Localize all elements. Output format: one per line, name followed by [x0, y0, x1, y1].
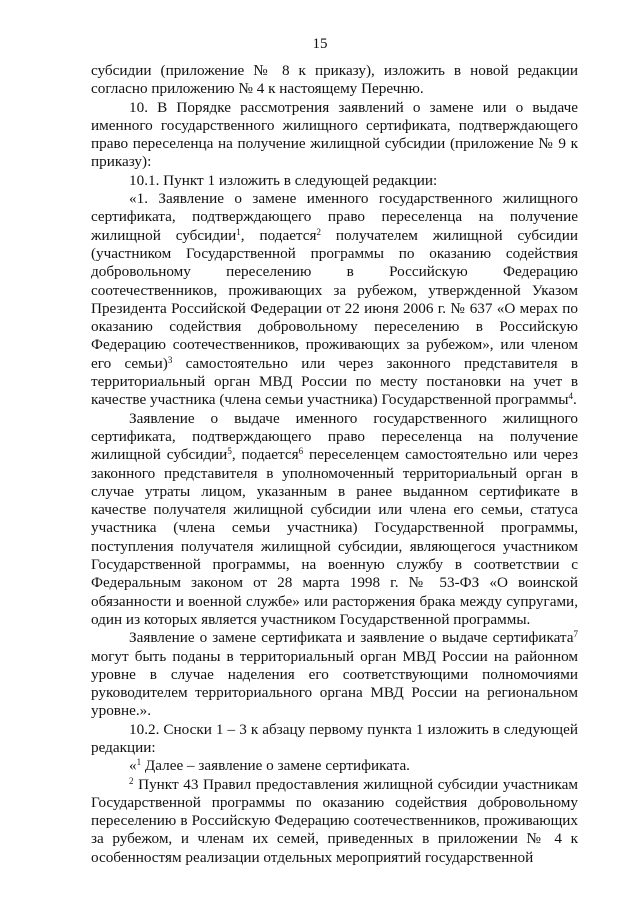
paragraph: [91, 629, 578, 720]
paragraph: [91, 410, 578, 630]
text-run: переселенцем самостоятельно или через законного представителя в уполномоченный территориальный орган в случае утраты лицом, указанным в ранее выданном сертификате в качестве получателя жилищной субсидии или члена его семьи, статуса участника (члена семьи участника) Государственной программы, поступления получателя жилищной субсидии, являющегося участником Государственной программы, на военную службу в соответствии с Федеральным законом от 28 марта 1998 г. № 53-ФЗ «О воинской обязанности и военной службе» или расторжения брака между супругами, один из которых является участником Государственной программы.: [91, 446, 578, 628]
text-run: .: [572, 391, 577, 409]
paragraph: [91, 721, 578, 758]
footnote-marker: 6: [298, 446, 304, 457]
paragraph: [91, 99, 578, 172]
footnote-marker: 2: [316, 226, 321, 237]
text-run: 10.2. Сноски 1 – 3 к абзацу первому пункта 1 изложить в следующей редакции:: [91, 720, 578, 756]
text-run: Пункт 43 Правил предоставления жилищной субсидии участникам Государственной программы по оказанию содействия добровольному переселению в Российскую Федерацию соотечественников, проживающих за рубежом, и членам их семей, приведенных в приложении № 4 к особенностям реализации отдельных мероприятий государственной: [91, 775, 578, 866]
text-run: , подается: [240, 226, 317, 244]
text-run: «1. Заявление о замене именного государственного жилищного сертификата, подтверждающего право переселенца на получение жилищной субсидии: [91, 190, 578, 244]
text-run: 10.1. Пункт 1 изложить в следующей редакции:: [129, 171, 438, 189]
text-run: могут быть поданы в территориальный орган МВД России на районном уровне в случае наделения его соответствующими полномочиями руководителем территориального органа МВД России на региональном уровне.».: [91, 647, 578, 720]
paragraph: [91, 62, 578, 99]
footnote-marker: 5: [227, 446, 232, 457]
paragraph: [91, 757, 578, 775]
footnote-marker: 2: [129, 775, 134, 786]
footnote-marker: 3: [167, 354, 173, 365]
footnote-marker: 1: [236, 226, 241, 237]
text-run: Заявление о выдаче именного государственного жилищного сертификата, подтверждающего право переселенца на получение жилищной субсидии: [91, 409, 578, 464]
text-run: Далее – заявление о замене сертификата.: [141, 757, 410, 775]
text-run: , подается: [231, 446, 299, 464]
footnote-marker: 4: [568, 391, 573, 402]
paragraph: [91, 776, 578, 867]
footnote-marker: 7: [573, 629, 578, 640]
paragraph: [91, 172, 578, 190]
text-run: «: [129, 757, 137, 775]
paragraph: [91, 190, 578, 410]
text-run: субсидии (приложение № 8 к приказу), изложить в новой редакции согласно приложению № 4 к настоящему Перечню.: [91, 62, 578, 98]
footnote-marker: 1: [136, 757, 142, 768]
text-run: Заявление о замене сертификата и заявление о выдаче сертификата: [129, 629, 574, 647]
text-run: самостоятельно или через законного представителя в территориальный орган МВД России по месту постановки на учет в качестве участника (члена семьи участника) Государственной программы: [91, 354, 579, 409]
text-run: получателем жилищной субсидии (участником Государственной программы по оказанию содействия добровольному переселению в Российскую Федерацию соотечественников, проживающих за рубежом, утвержденной Указом Президента Российской Федерации от 22 июня 2006 г. № 637 «О мерах по оказанию содействия добровольному переселению в Российскую Федерацию соотечественников, проживающих за рубежом», или членом его семьи): [91, 226, 578, 372]
page-number: 15: [312, 36, 328, 52]
text-run: 10. В Порядке рассмотрения заявлений о замене или о выдаче именного государственного жилищного сертификата, подтверждающего право переселенца на получение жилищной субсидии (приложение № 9 к приказу):: [91, 98, 578, 171]
document-body: [91, 62, 578, 867]
